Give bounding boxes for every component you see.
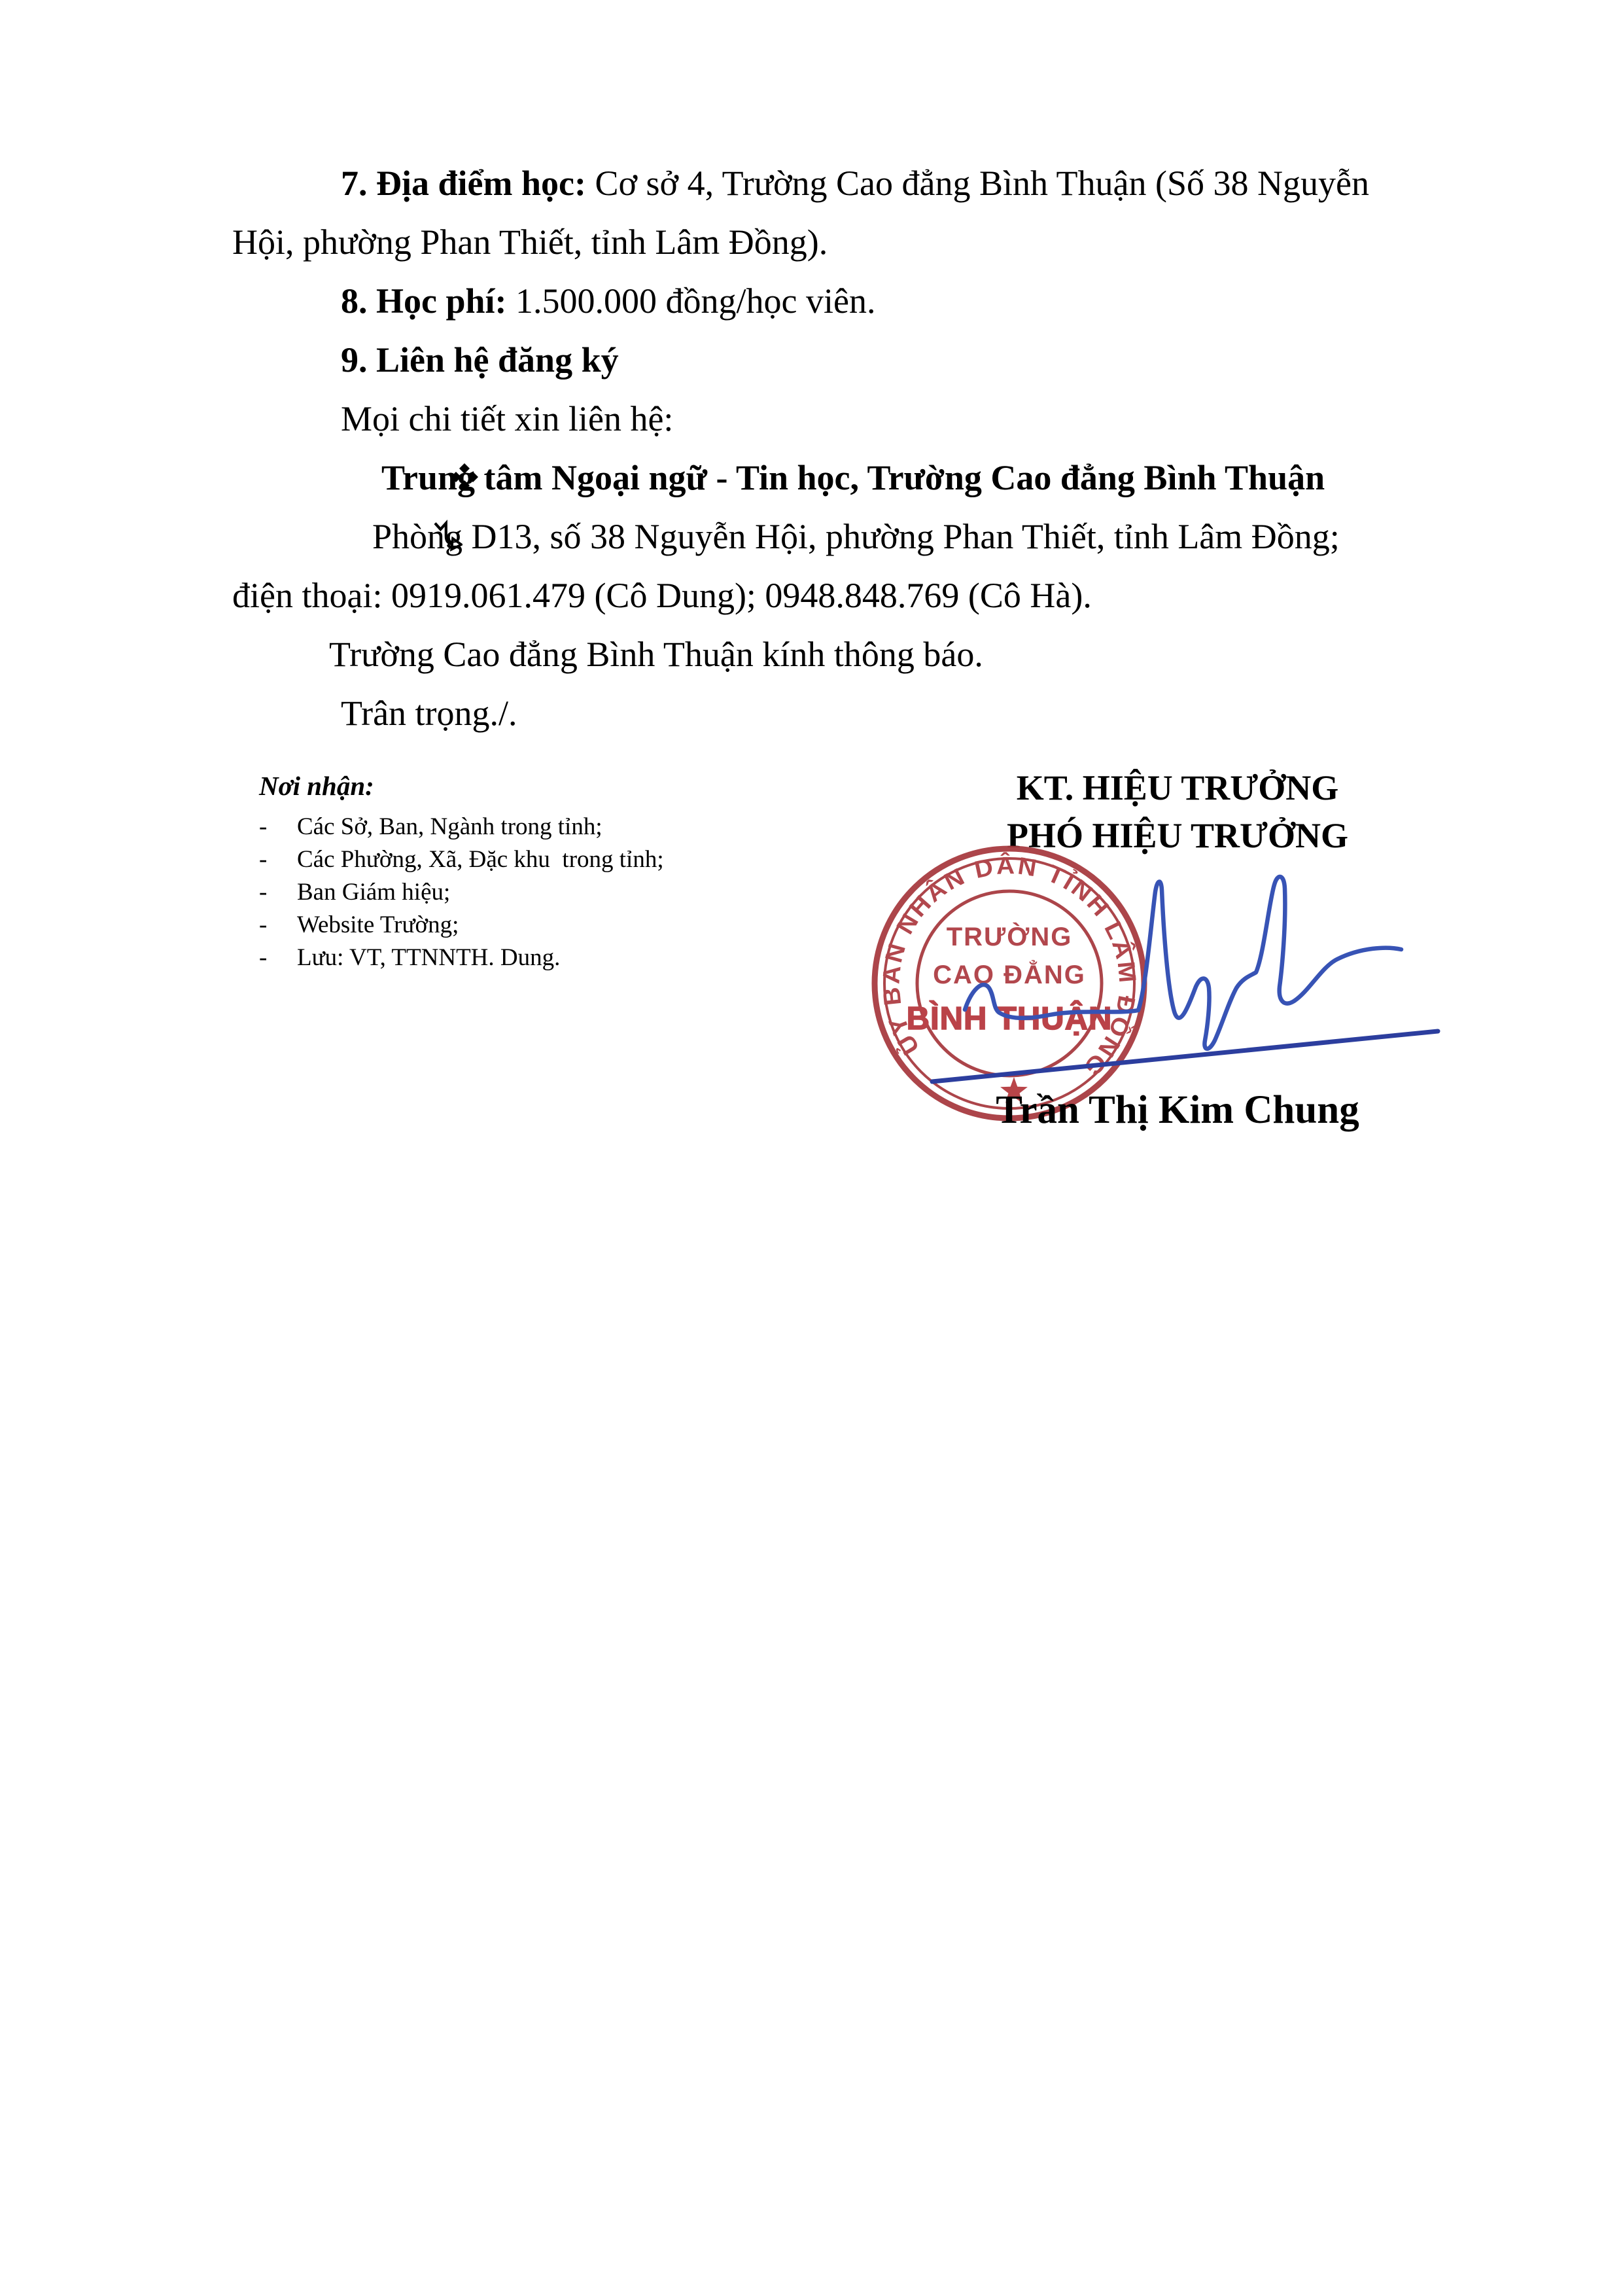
paragraph-closing-regards (232, 684, 1544, 743)
recipient-label: Lưu: VT, TTNNTH. Dung. (297, 944, 561, 971)
tuition-text: 1.500.000 đồng/học viên. (506, 281, 876, 321)
paragraph-tuition (232, 272, 1544, 330)
paragraph-location (232, 154, 1544, 272)
recipients-title: Nơi nhận: (259, 771, 374, 801)
recipient-label: Website Trường; (297, 911, 459, 938)
recipients-block (259, 769, 664, 974)
stamp-center-line3: BÌNH THUẬN (906, 1001, 1113, 1036)
list-dash: - (259, 813, 268, 840)
paragraph-contact-heading (232, 330, 1544, 389)
address-line1: Phòng D13, số 38 Nguyễn Hội, phường Phan Thiết, tỉnh Lâm Đồng; (372, 517, 1340, 556)
tuition-label: 8. Học phí: (341, 281, 507, 321)
stamp-center-line1: TRƯỜNG (946, 923, 1073, 951)
list-dash: - (259, 944, 268, 971)
location-text-line2: Hội, phường Phan Thiết, tỉnh Lâm Đồng). (232, 222, 828, 262)
diamond-bullet-icon (341, 451, 371, 481)
recipient-label: Ban Giám hiệu; (297, 879, 451, 906)
recipient-item (259, 942, 664, 974)
recipient-item (259, 843, 664, 876)
curved-arrow-icon (329, 516, 366, 556)
paragraph-contact-intro (232, 389, 1544, 448)
address-line2: điện thoại: 0919.061.479 (Cô Dung); 0948.848.769 (Cô Hà). (232, 576, 1092, 615)
signer-name: Trần Thị Kim Chung (996, 1088, 1359, 1132)
signature-flourish (965, 877, 1401, 1049)
list-dash: - (259, 879, 268, 906)
closing-notice-text: Trường Cao đẳng Bình Thuận kính thông báo. (329, 635, 983, 674)
recipient-label: Các Sở, Ban, Ngành trong tỉnh; (297, 813, 602, 840)
list-dash: - (259, 846, 268, 873)
list-dash: - (259, 911, 268, 938)
contact-intro-text: Mọi chi tiết xin liên hệ: (341, 399, 674, 438)
paragraph-closing-notice (232, 625, 1544, 684)
stamp-ring-text: ỦY BAN NHÂN DÂN TỈNH LÂM ĐỒNG (877, 852, 1142, 1082)
signer-title-line2: PHÓ HIỆU TRƯỞNG (1006, 816, 1349, 855)
location-text-line1: Cơ sở 4, Trường Cao đẳng Bình Thuận (Số 38 Nguyễn (585, 164, 1369, 203)
recipient-item (259, 811, 664, 843)
signature-underline (932, 1031, 1438, 1082)
paragraph-center-name (232, 448, 1544, 507)
location-label: 7. Địa điểm học: (341, 164, 586, 203)
signer-title-line1: KT. HIỆU TRƯỞNG (1016, 768, 1339, 807)
recipient-item (259, 876, 664, 909)
contact-heading: 9. Liên hệ đăng ký (341, 340, 619, 380)
stamp-center-line2: CAO ĐẲNG (933, 961, 1086, 989)
closing-regards-text: Trân trọng./. (341, 694, 517, 733)
document-body (232, 154, 1544, 743)
center-name-text: Trung tâm Ngoại ngữ - Tin học, Trường Cao đẳng Bình Thuận (381, 458, 1325, 497)
recipient-item (259, 909, 664, 942)
recipient-label: Các Phường, Xã, Đặc khu trong tỉnh; (297, 846, 664, 873)
paragraph-address (232, 507, 1544, 625)
